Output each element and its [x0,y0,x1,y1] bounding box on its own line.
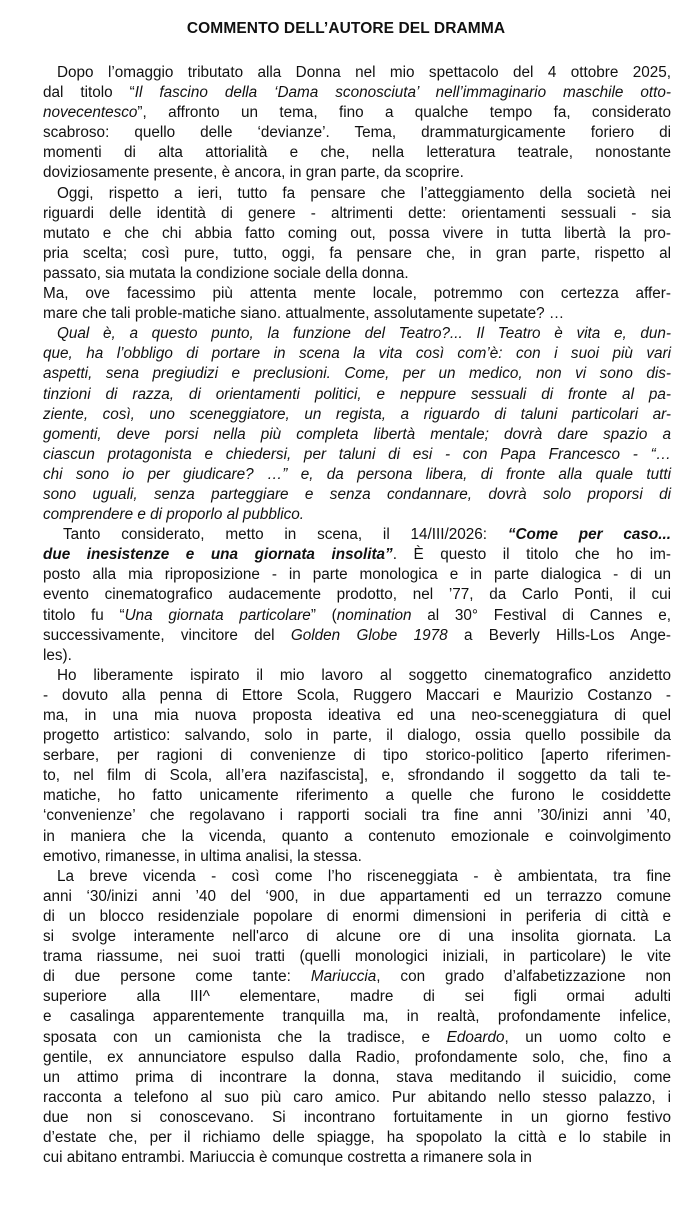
text-span: d’estate che, per il richiamo delle spiagge, ha spopolato la città e lo stabile in [43,1128,671,1146]
text-span: matiche, ho fatto unicamente riferimento a quelle che furono le cosiddette [43,787,671,805]
paragraph [43,184,671,284]
italic-text: Edoardo [446,1028,505,1046]
text-span: anni ‘30/inizi anni ’40 del ‘900, in due appartamenti ed un terrazzo comune [43,887,671,905]
text-span: mutato e che chi abbia fatto coming out, possa vivere in tutta libertà la pro- [43,224,671,242]
text-span: al 30° Festival di Cannes e, [411,606,671,624]
text-line [43,626,671,646]
text-span: progetto artistico: salvando, solo in parte, il dialogo, ossia quello possibile da [43,727,671,745]
text-line [43,244,671,264]
italic-text: gomenti, deve porsi nella più completa libertà mentale; dovrà dare spazio a [43,425,671,443]
text-span: si svolge interamente nell'arco di alcune ore di una insolita giornata. La [43,928,671,946]
bold-italic-text: “Come per caso... [507,526,672,544]
text-span: racconta a telefono al suo più caro amico. Pur abitando nello stesso palazzo, i [43,1088,671,1106]
text-span: ” ( [310,606,337,624]
text-line [43,706,671,726]
italic-text: aspetti, sena pregiudizi e preclusioni. Come, per un medico, non vi sono dis- [43,365,671,383]
text-line [43,324,671,344]
text-span: emotivo, rimanesse, in ultima analisi, la stessa. [43,847,362,865]
text-span: gentile, ex annunciatore espulso dalla Radio, profondamente solo, che, fino a [43,1048,671,1066]
text-span: pria scelta; così pure, tutto, oggi, fa pensare che, in gran parte, rispetto al [43,244,671,262]
text-span: a Beverly Hills-Los Ange- [447,626,671,644]
text-span: les). [43,646,72,664]
text-line [43,1068,671,1088]
text-span: . È questo il titolo che ho im- [392,546,672,564]
text-span: momenti di alta attorialità e che, nella letteratura teatrale, nonostante [43,144,671,162]
text-line [43,445,671,465]
text-line [43,184,671,204]
text-line [43,425,671,445]
text-span: to, nel film di Scola, all’era nazifascista], e, sfrondando il soggetto da tali te- [43,767,671,785]
text-line [43,385,671,405]
text-line [43,766,671,786]
text-span: serbare, per ragioni di convenienze di tipo storico-politico [aperto riferimen- [43,747,671,765]
text-span: , un uomo colto e [504,1028,671,1046]
text-line [43,1148,671,1168]
text-span: evento cinematografico audacemente prodotto, nel ’77, da Carlo Ponti, il cui [43,586,671,604]
text-span: passato, sia mutata la condizione sociale della donna. [43,264,409,282]
italic-text: nomination [336,606,412,624]
text-line [43,987,671,1007]
text-span: cui abitano entrambi. Mariuccia è comunque costretta a rimanere sola in [43,1149,532,1167]
text-line [43,887,671,907]
text-line [43,806,671,826]
text-span: sposata con un camionista che la tradisce, e [43,1028,447,1046]
text-line [43,726,671,746]
text-span: Tanto considerato, metto in scena, il 14/III/2026: [63,526,508,544]
paragraph [43,525,671,666]
text-span: Ho liberamente ispirato il mio lavoro al soggetto cinematografico anzidetto [57,666,671,684]
text-span: superiore alla III^ elementare, madre di sei figli ormai adulti [43,988,671,1006]
paragraph [43,666,671,867]
text-span: titolo fu “ [43,606,125,624]
text-span: dal titolo “ [43,84,135,102]
text-line [43,204,671,224]
text-line [43,907,671,927]
text-line [43,143,671,163]
text-line [43,967,671,987]
document-body [43,63,671,1168]
italic-text: Una giornata particolare [124,606,311,624]
text-line [43,344,671,364]
text-line [43,565,671,585]
text-line [43,646,671,666]
text-line [43,827,671,847]
text-line [43,83,671,103]
text-line [43,746,671,766]
text-span: Oggi, rispetto a ieri, tutto fa pensare che l’atteggiamento della società nei [57,184,671,202]
text-line [43,284,671,304]
italic-text: comprendere e di proporlo al pubblico. [43,506,305,524]
text-line [43,927,671,947]
text-line [43,525,671,545]
text-line [43,666,671,686]
text-span: trama riassume, nei suoi tratti (quelli monologici iniziali, in particolare) le vite [43,948,671,966]
text-line [43,405,671,425]
text-span: posto alla mia riproposizione - in parte monologica e in parte dialogica - di un [43,566,671,584]
text-span: due non si conoscevano. Si incontrano fortuitamente in un giorno festivo [43,1108,671,1126]
text-line [43,103,671,123]
text-line [43,1128,671,1148]
text-span: scabroso: quello delle ‘devianze’. Tema, drammaturgicamente foriero di [43,124,671,142]
text-line [43,163,671,183]
text-line [43,867,671,887]
italic-text: que, ha l’obbligo di portare in scena la vita così com’è: con i suoi più vari [43,345,671,363]
text-span: , con grado d’alfabetizzazione non [376,968,671,986]
text-span: Ma, ove facessimo più attenta mente locale, potremmo con certezza affer- [43,285,671,303]
text-line [43,224,671,244]
text-line [43,123,671,143]
text-span: riguardi delle identità di genere - altrimenti dette: orientamenti sessuali - sia [43,204,671,222]
bold-italic-text: due inesistenze e una giornata insolita” [43,546,393,564]
text-span: - dovuto alla penna di Ettore Scola, Ruggero Maccari e Maurizio Costanzo - [43,686,671,704]
document-title: COMMENTO DELL’AUTORE DEL DRAMMA [186,20,506,37]
text-line [43,1048,671,1068]
italic-text: ciascun protagonista e chiedersi, per taluni di esi - con Papa Francesco - “… [43,445,671,463]
text-span: un attimo prima di incontrare la donna, stava meditando il suicidio, come [43,1068,671,1086]
text-span: Dopo l’omaggio tributato alla Donna nel mio spettacolo del 4 ottobre 2025, [57,64,671,81]
text-span: in maniera che la vicenda, quanto a contenuto emozionale e coinvolgimento [43,827,671,845]
italic-text: novecentesco [43,104,138,122]
text-line [43,264,671,284]
paragraph [43,324,671,525]
text-line [43,1108,671,1128]
text-span: e casalinga apparentemente tranquilla ma, in realtà, profondamente infelice, [43,1008,671,1026]
text-span: di due persone come tante: [43,968,311,986]
paragraph [43,867,671,1168]
paragraph [43,63,671,184]
paragraph [43,284,671,324]
text-line [43,847,671,867]
text-span: La breve vicenda - così come l’ho risceneggiata - è ambientata, tra fine [57,867,671,885]
text-line [43,1007,671,1027]
text-span: successivamente, vincitore del [43,626,291,644]
italic-text: chi sono io per giudicare? …” e, da persona libera, di fronte alla quale tutti [43,465,671,483]
text-span: mare che tali proble-matiche siano. attualmente, assolutamente supetate? … [43,305,565,323]
text-line [43,364,671,384]
text-line [43,1088,671,1108]
text-span: di un blocco residenziale popolare di enormi dimensioni in periferia di città e [43,907,671,925]
italic-text: Mariuccia [310,968,377,986]
text-line [43,606,671,626]
italic-text: ziente, così, uno sceneggiatore, un regista, a riguardo di taluni particolari ar- [43,405,671,423]
italic-text: tinzioni di razza, di orientamenti politici, e neppure sessuali di fronte al pa- [43,385,671,403]
text-line [43,63,671,83]
text-line [43,465,671,485]
text-line [43,1028,671,1048]
text-line [43,505,671,525]
text-line [43,545,671,565]
text-span: ”, affronto un tema, fino a qualche tempo fa, considerato [137,104,671,122]
italic-text: Il fascino della ‘Dama sconosciuta’ nell’immaginario maschile otto- [134,84,671,102]
text-line [43,686,671,706]
text-span: ma, in una mia nuova proposta ideativa ed una neo-sceneggiatura di quel [43,707,671,724]
text-line [43,585,671,605]
text-line [43,786,671,806]
italic-text: Qual è, a questo punto, la funzione del Teatro?... Il Teatro è vita e, dun- [57,325,671,343]
text-span: ‘convenienze’ che regolavano i rapporti sociali tra fine anni ’30/inizi anni ’40, [43,807,671,825]
text-line [43,304,671,324]
text-line [43,485,671,505]
text-span: doviziosamente presente, è ancora, in gran parte, da scoprire. [43,164,464,182]
italic-text: sono uguali, senza parteggiare e senza condannare, dovrà solo proporsi di [43,485,671,503]
italic-text: Golden Globe 1978 [290,626,448,644]
text-line [43,947,671,967]
